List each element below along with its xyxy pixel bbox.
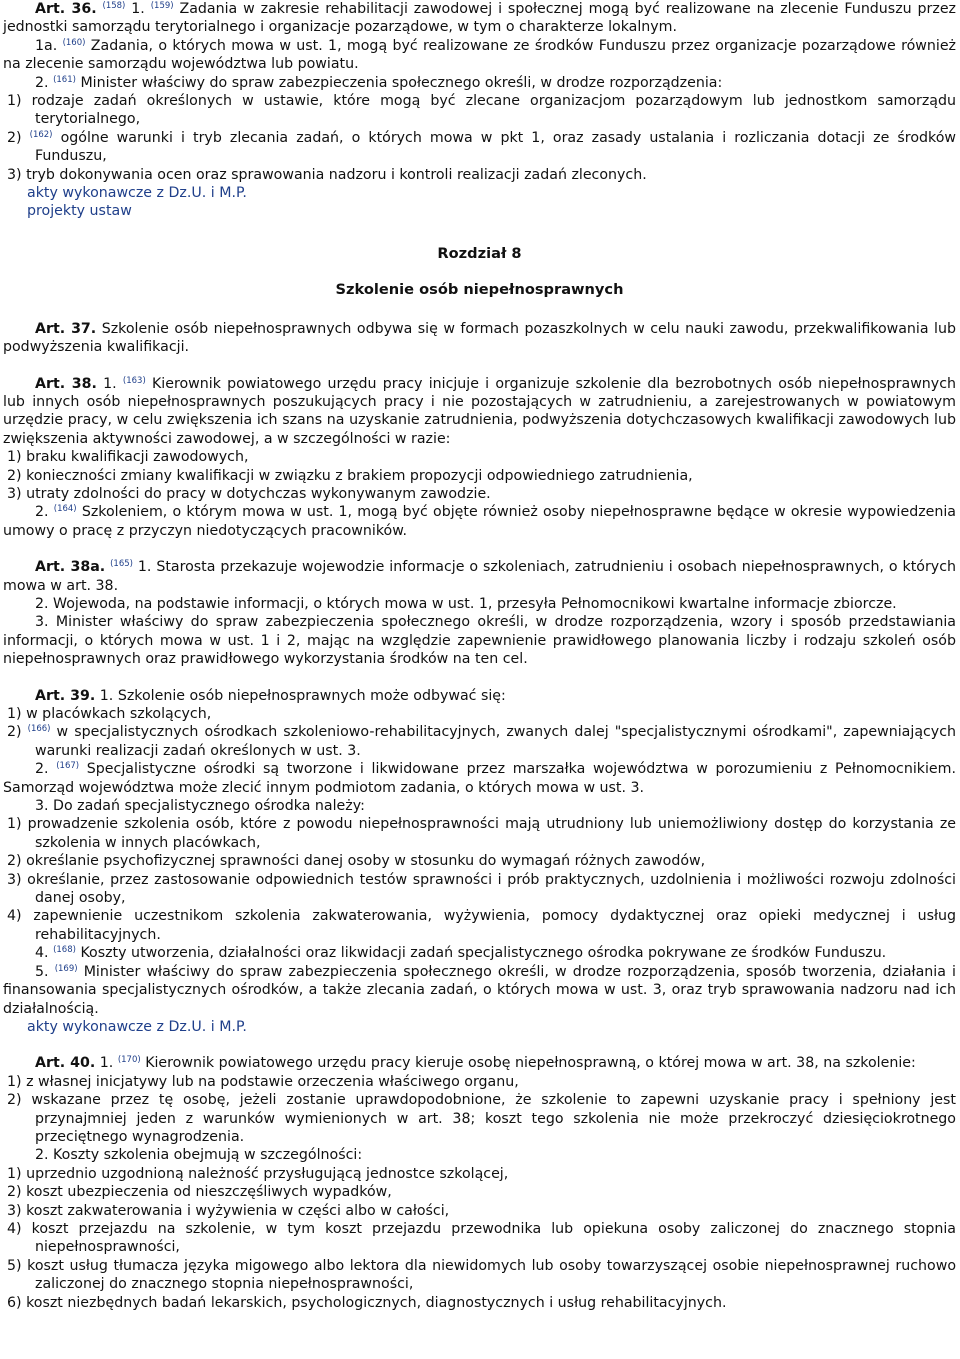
art38a-para-3: 3. Minister właściwy do spraw zabezpieczenia społecznego określi, w drodze rozporządzenia, wzory i sposób przedstawiania informacji, o których mowa w ust. 1 i 2, mając na względzie zapewnienie prawidłowego planowania liczby i rodzaju szkoleń osób niepełnosprawnych oraz prawidłowego wykorzystania środków na ten cel.: [3, 614, 956, 668]
list-item: [3, 129, 956, 166]
article-label: Art. 38.: [35, 375, 97, 392]
article-label: Art. 39.: [35, 687, 96, 704]
art39-para-2: [3, 760, 956, 797]
list-item: 2) koszt ubezpieczenia od nieszczęśliwych wypadków,: [7, 1184, 392, 1201]
paragraph-text: Szkolenie osób niepełnosprawnych odbywa się w formach pozaszkolnych w celu nauki zawodu, przekwalifikowania lub podwyższenia kwalifikacji.: [3, 320, 956, 356]
chapter-title: Szkolenie osób niepełnosprawnych: [335, 281, 624, 299]
paragraph-text: Minister właściwy do spraw zabezpieczenia społecznego określi, w drodze rozporządzenia:: [80, 74, 723, 91]
list-item: 6) koszt niezbędnych badań lekarskich, psychologicznych, diagnostycznych i usług rehabilitacyjnych.: [7, 1294, 727, 1311]
list-item: 2) wskazane przez tę osobę, jeżeli zostanie uprawdopodobnione, że szkolenie to zapewni uzyskanie pracy i spełniony jest przynajmniej jeden z warunków wymienionych w art. 38; koszt tego szkolenia nie może przekroczyć dziesięciokrotnego przeciętnego wynagrodzenia.: [7, 1092, 956, 1145]
paragraph-text: Starosta przekazuje wojewodzie informacje o szkoleniach, zatrudnieniu i osobach niepełnosprawnych, o których mowa w art. 38.: [3, 559, 956, 594]
paragraph-text: Szkolenie osób niepełnosprawnych może odbywać się:: [117, 687, 506, 704]
paragraph-number: 5.: [35, 963, 49, 980]
paragraph-number: 2.: [35, 761, 49, 778]
art36-para-1a: [3, 37, 956, 74]
article-38a: [3, 558, 956, 668]
paragraph-number: 1.: [99, 1055, 114, 1072]
list-item: 2) określanie psychofizycznej sprawności danej osoby w stosunku do wymagań różnych zawodów,: [7, 853, 706, 870]
list-item: 4) koszt przejazdu na szkolenie, w tym koszt przejazdu przewodnika lub opiekuna osoby zaliczonej do znacznego stopnia niepełnosprawności,: [7, 1220, 956, 1256]
footnote-ref[interactable]: (169): [54, 963, 78, 974]
art39-para-5: [3, 963, 956, 1018]
art36-para-2: [3, 74, 956, 92]
footnote-ref[interactable]: (166): [27, 724, 51, 735]
footnote-ref[interactable]: (159): [150, 1, 174, 11]
list-item: 4) zapewnienie uczestnikom szkolenia zakwaterowania, wyżywienia, pomocy dydaktycznej oraz opieki medycznej i usług rehabilitacyjnych.: [7, 908, 956, 943]
paragraph-text: Zadania, o których mowa w ust. 1, mogą być realizowane ze środków Funduszu przez organizacje pozarządowe również na zlecenie samorządu województwa lub powiatu.: [3, 37, 956, 73]
list-item: 1) braku kwalifikacji zawodowych,: [7, 449, 249, 466]
paragraph-number: 1.: [137, 559, 152, 576]
paragraph-text: Kierownik powiatowego urzędu pracy kieruje osobę niepełnosprawną, o której mowa w art. 38, na szkolenie:: [145, 1055, 916, 1072]
list-item: 5) koszt usług tłumacza języka migowego albo lektora dla niewidomych lub osoby towarzyszącej osobie niepełnosprawnej ruchowo zaliczonej do znacznego stopnia niepełnosprawności,: [7, 1257, 956, 1293]
list-item: 3) utraty zdolności do pracy w dotychczas wykonywanym zawodzie.: [7, 485, 491, 502]
art36-para-1: [3, 0, 956, 37]
footnote-ref[interactable]: (170): [117, 1055, 141, 1066]
footnote-ref[interactable]: (160): [62, 37, 86, 48]
art37-text: [3, 320, 956, 357]
paragraph-text: Kierownik powiatowego urzędu pracy inicjuje i organizuje szkolenie dla bezrobotnych osób niepełnosprawnych lub innych osób niepełnosprawnych poszukujących pracy i nie pozostających w zatrudnieniu, a zarejestrowanych w powiatowym urzędzie pracy, w celu zwiększenia ich szans na uzyskanie zatrudnienia, podwyższenia dotychczasowych kwalifikacji zawodowych lub zwiększenia aktywności zawodowej, a w szczególności w razie:: [3, 375, 956, 447]
art38-para-2: [3, 503, 956, 540]
art39-para-1: [3, 687, 956, 705]
list-item: 1) w placówkach szkolących,: [7, 706, 212, 722]
article-40: [3, 1054, 956, 1312]
list-item: 3) koszt zakwaterowania i wyżywienia w części albo w całości,: [7, 1202, 450, 1219]
article-39: [3, 687, 956, 1037]
item-text: ogólne warunki i tryb zlecania zadań, o których mowa w pkt 1, oraz zasady ustalania i rozliczania dotacji ze środków Funduszu,: [35, 129, 956, 165]
item-number: 2): [7, 724, 22, 741]
footnote-ref[interactable]: (168): [53, 945, 76, 956]
art38a-para-2: 2. Wojewoda, na podstawie informacji, o których mowa w ust. 1, przesyła Pełnomocnikowi kwartalne informacje zbiorcze.: [35, 595, 897, 612]
paragraph-number: 1.: [99, 687, 114, 704]
paragraph-text: Zadania w zakresie rehabilitacji zawodowej i społecznej mogą być realizowane na zlecenie Funduszu przez jednostki samorządu terytorialnego i organizacje pozarządowe, w tym o charakterze lokalnym.: [3, 1, 956, 36]
list-item: 3) tryb dokonywania ocen oraz sprawowania nadzoru i kontroli realizacji zadań zleconych.: [7, 166, 647, 183]
footnote-ref[interactable]: (163): [122, 375, 146, 386]
paragraph-number: 1a.: [35, 37, 58, 54]
article-36: [3, 0, 956, 221]
item-text: w specjalistycznych ośrodkach szkoleniowo-rehabilitacyjnych, zwanych dalej "specjalistycznymi ośrodkami", zapewniających warunki realizacji zadań określonych w ust. 3.: [35, 724, 957, 759]
art40-para-2: 2. Koszty szkolenia obejmują w szczególności:: [35, 1147, 363, 1164]
paragraph-number: 2.: [35, 74, 49, 91]
footnote-ref[interactable]: (158): [102, 1, 126, 11]
footnote-ref[interactable]: (161): [53, 74, 76, 85]
paragraph-text: Koszty utworzenia, działalności oraz likwidacji zadań specjalistycznego ośrodka pokrywane ze środków Funduszu.: [80, 945, 887, 962]
article-37: [3, 320, 956, 357]
article-label: Art. 37.: [35, 320, 97, 337]
list-item: 2) konieczności zmiany kwalifikacji w związku z brakiem propozycji odpowiedniego zatrudnienia,: [7, 467, 693, 484]
list-item: 3) określanie, przez zastosowanie odpowiednich testów sprawności i prób praktycznych, uzdolnienia i możliwości rozwoju zdolności danej osoby,: [7, 871, 956, 907]
list-item: [3, 723, 956, 760]
paragraph-text: Minister właściwy do spraw zabezpieczenia społecznego określi, w drodze rozporządzenia, sposób tworzenia, działania i finansowania specjalistycznych ośrodków, a także zlecania zadań, o których mowa w ust. 3, oraz tryb sprawowania nadzoru nad ich działalnością.: [3, 963, 956, 1017]
article-label: Art. 38a.: [35, 559, 106, 576]
list-item: 1) uprzednio uzgodnioną należność przysługującą jednostce szkolącej,: [7, 1165, 509, 1182]
link-implementing-acts[interactable]: akty wykonawcze z Dz.U. i M.P.: [27, 185, 247, 202]
article-label: Art. 40.: [35, 1055, 96, 1072]
paragraph-text: Szkoleniem, o którym mowa w ust. 1, mogą być objęte również osoby niepełnosprawne będące w okresie wypowiedzenia umowy o pracę z przyczyn niedotyczących pracowników.: [3, 504, 956, 539]
art38a-para-1: [3, 558, 956, 595]
chapter-number: Rozdział 8: [437, 244, 522, 262]
article-label: Art. 36.: [35, 1, 97, 17]
link-implementing-acts[interactable]: akty wykonawcze z Dz.U. i M.P.: [27, 1018, 247, 1035]
footnote-ref[interactable]: (165): [110, 559, 133, 570]
art40-para-1: [3, 1054, 956, 1072]
list-item: 1) prowadzenie szkolenia osób, które z powodu niepełnosprawności mają utrudniony lub uniemożliwiony dostęp do korzystania ze szkolenia w innych placówkach,: [7, 816, 956, 851]
art39-para-3: 3. Do zadań specjalistycznego ośrodka należy:: [35, 798, 365, 815]
list-item: 1) rodzaje zadań określonych w ustawie, które mogą być zlecane organizacjom pozarządowym lub jednostkom samorządu terytorialnego,: [7, 93, 956, 128]
paragraph-number: 1.: [103, 375, 117, 392]
paragraph-number: 1.: [131, 1, 145, 17]
footnote-ref[interactable]: (164): [53, 504, 77, 515]
paragraph-text: Specjalistyczne ośrodki są tworzone i likwidowane przez marszałka województwa w porozumieniu z Pełnomocnikiem. Samorząd województwa może zlecić innym podmiotom zadania, o których mowa w ust. 3.: [3, 761, 956, 796]
footnote-ref[interactable]: (167): [56, 761, 80, 772]
list-item: 1) z własnej inicjatywy lub na podstawie orzeczenia właściwego organu,: [7, 1073, 519, 1090]
paragraph-number: 4.: [35, 945, 49, 962]
item-number: 2): [7, 129, 22, 146]
footnote-ref[interactable]: (162): [29, 129, 53, 140]
art39-para-4: [3, 944, 956, 962]
link-draft-laws[interactable]: projekty ustaw: [27, 203, 132, 220]
art38-para-1: [3, 375, 956, 449]
paragraph-number: 2.: [35, 504, 49, 521]
article-38: [3, 375, 956, 541]
